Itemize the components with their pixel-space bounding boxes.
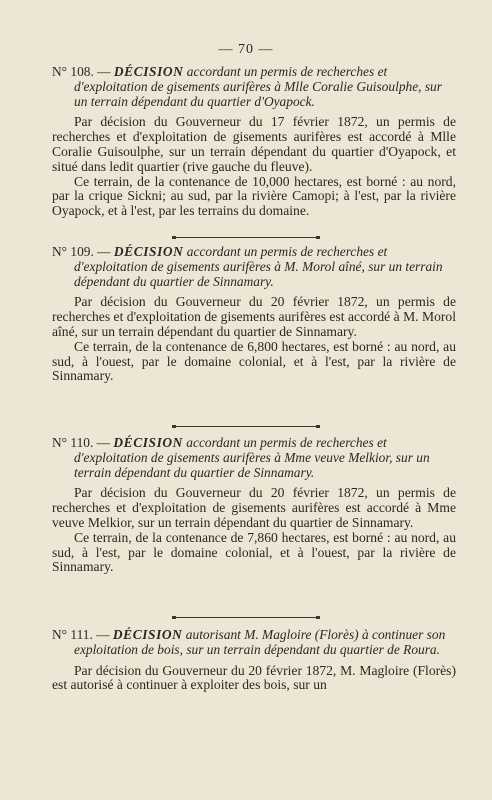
decision-paragraph: Ce terrain, de la contenance de 10,000 hectares, est borné : au nord, par la crique Sickni; au sud, par la rivière Camopi; à l'est, par la rivière Oyapock, et à l'est, par les terrains du domaine.	[52, 173, 456, 219]
decision-body	[52, 664, 456, 694]
decision-paragraph: Ce terrain, de la contenance de 7,860 hectares, est borné : au nord, au sud, à l'est, par le domaine colonial, et à l'ouest, par la rivière de Sinnamary.	[52, 529, 456, 575]
decision-paragraph: Par décision du Gouverneur du 20 février 1872, un permis de recherches et d'exploitation de gisements aurifères est accordé à Mme veuve Melkior, sur un terrain dépendant du quartier de Sinnamary.	[52, 485, 456, 530]
decision-heading	[52, 245, 456, 289]
section-divider	[176, 617, 316, 618]
decision-keyword: DÉCISION	[113, 64, 184, 79]
decision-title: autorisant M. Magloire (Florès) à continuer son exploitation de bois, sur un terrain dépendant du quartier de Roura.	[74, 627, 446, 657]
decision-paragraph: Ce terrain, de la contenance de 6,800 hectares, est borné : au nord, au sud, à l'ouest, par le domaine colonial, et à l'est, par la rivière de Sinnamary.	[52, 338, 456, 384]
decision-number: N° 111. —	[52, 627, 113, 642]
decision-number: N° 109. —	[52, 244, 114, 259]
decision-111	[52, 628, 456, 693]
decision-title: accordant un permis de recherches et d'exploitation de gisements aurifères à Mme veuve Melkior, sur un terrain dépendant du quartier de Sinnamary.	[74, 435, 430, 480]
decision-heading	[52, 628, 456, 658]
decision-title: accordant un permis de recherches et d'exploitation de gisements aurifères à Mlle Coralie Guisoulphe, sur un terrain dépendant du quartier d'Oyapock.	[74, 64, 442, 109]
page-number: — 70 —	[218, 42, 274, 57]
decision-108	[52, 65, 456, 219]
decision-title: accordant un permis de recherches et d'exploitation de gisements aurifères à M. Morol aîné, sur un terrain dépendant du quartier de Sinnamary.	[74, 244, 443, 289]
decision-number: N° 110. —	[52, 435, 114, 450]
section-divider	[176, 426, 316, 427]
section-divider	[176, 237, 316, 238]
decision-body	[52, 115, 456, 219]
decision-body	[52, 486, 456, 575]
decision-body	[52, 295, 456, 384]
decision-paragraph: Par décision du Gouverneur du 20 février 1872, un permis de recherches et d'exploitation de gisements aurifères est accordé à M. Morol aîné, sur un terrain dépendant du quartier de Sinnamary.	[52, 294, 456, 339]
decision-paragraph: Par décision du Gouverneur du 20 février 1872, M. Magloire (Florès) est autorisé à continuer à exploiter des bois, sur un	[52, 662, 456, 693]
decision-109	[52, 245, 456, 384]
decision-110	[52, 436, 456, 575]
decision-keyword: DÉCISION	[113, 435, 183, 450]
decision-heading	[52, 436, 456, 480]
decision-number: N° 108. —	[52, 64, 114, 79]
decision-heading	[52, 65, 456, 109]
decision-paragraph: Par décision du Gouverneur du 17 février 1872, un permis de recherches et d'exploitation de gisements aurifères est accordé à Mlle Coralie Guisoulphe, sur un terrain dépendant du quartier d'Oyapock, et situé dans ledit quartier (rive gauche du fleuve).	[52, 114, 456, 174]
decision-keyword: DÉCISION	[113, 244, 184, 259]
decision-keyword: DÉCISION	[112, 627, 183, 642]
